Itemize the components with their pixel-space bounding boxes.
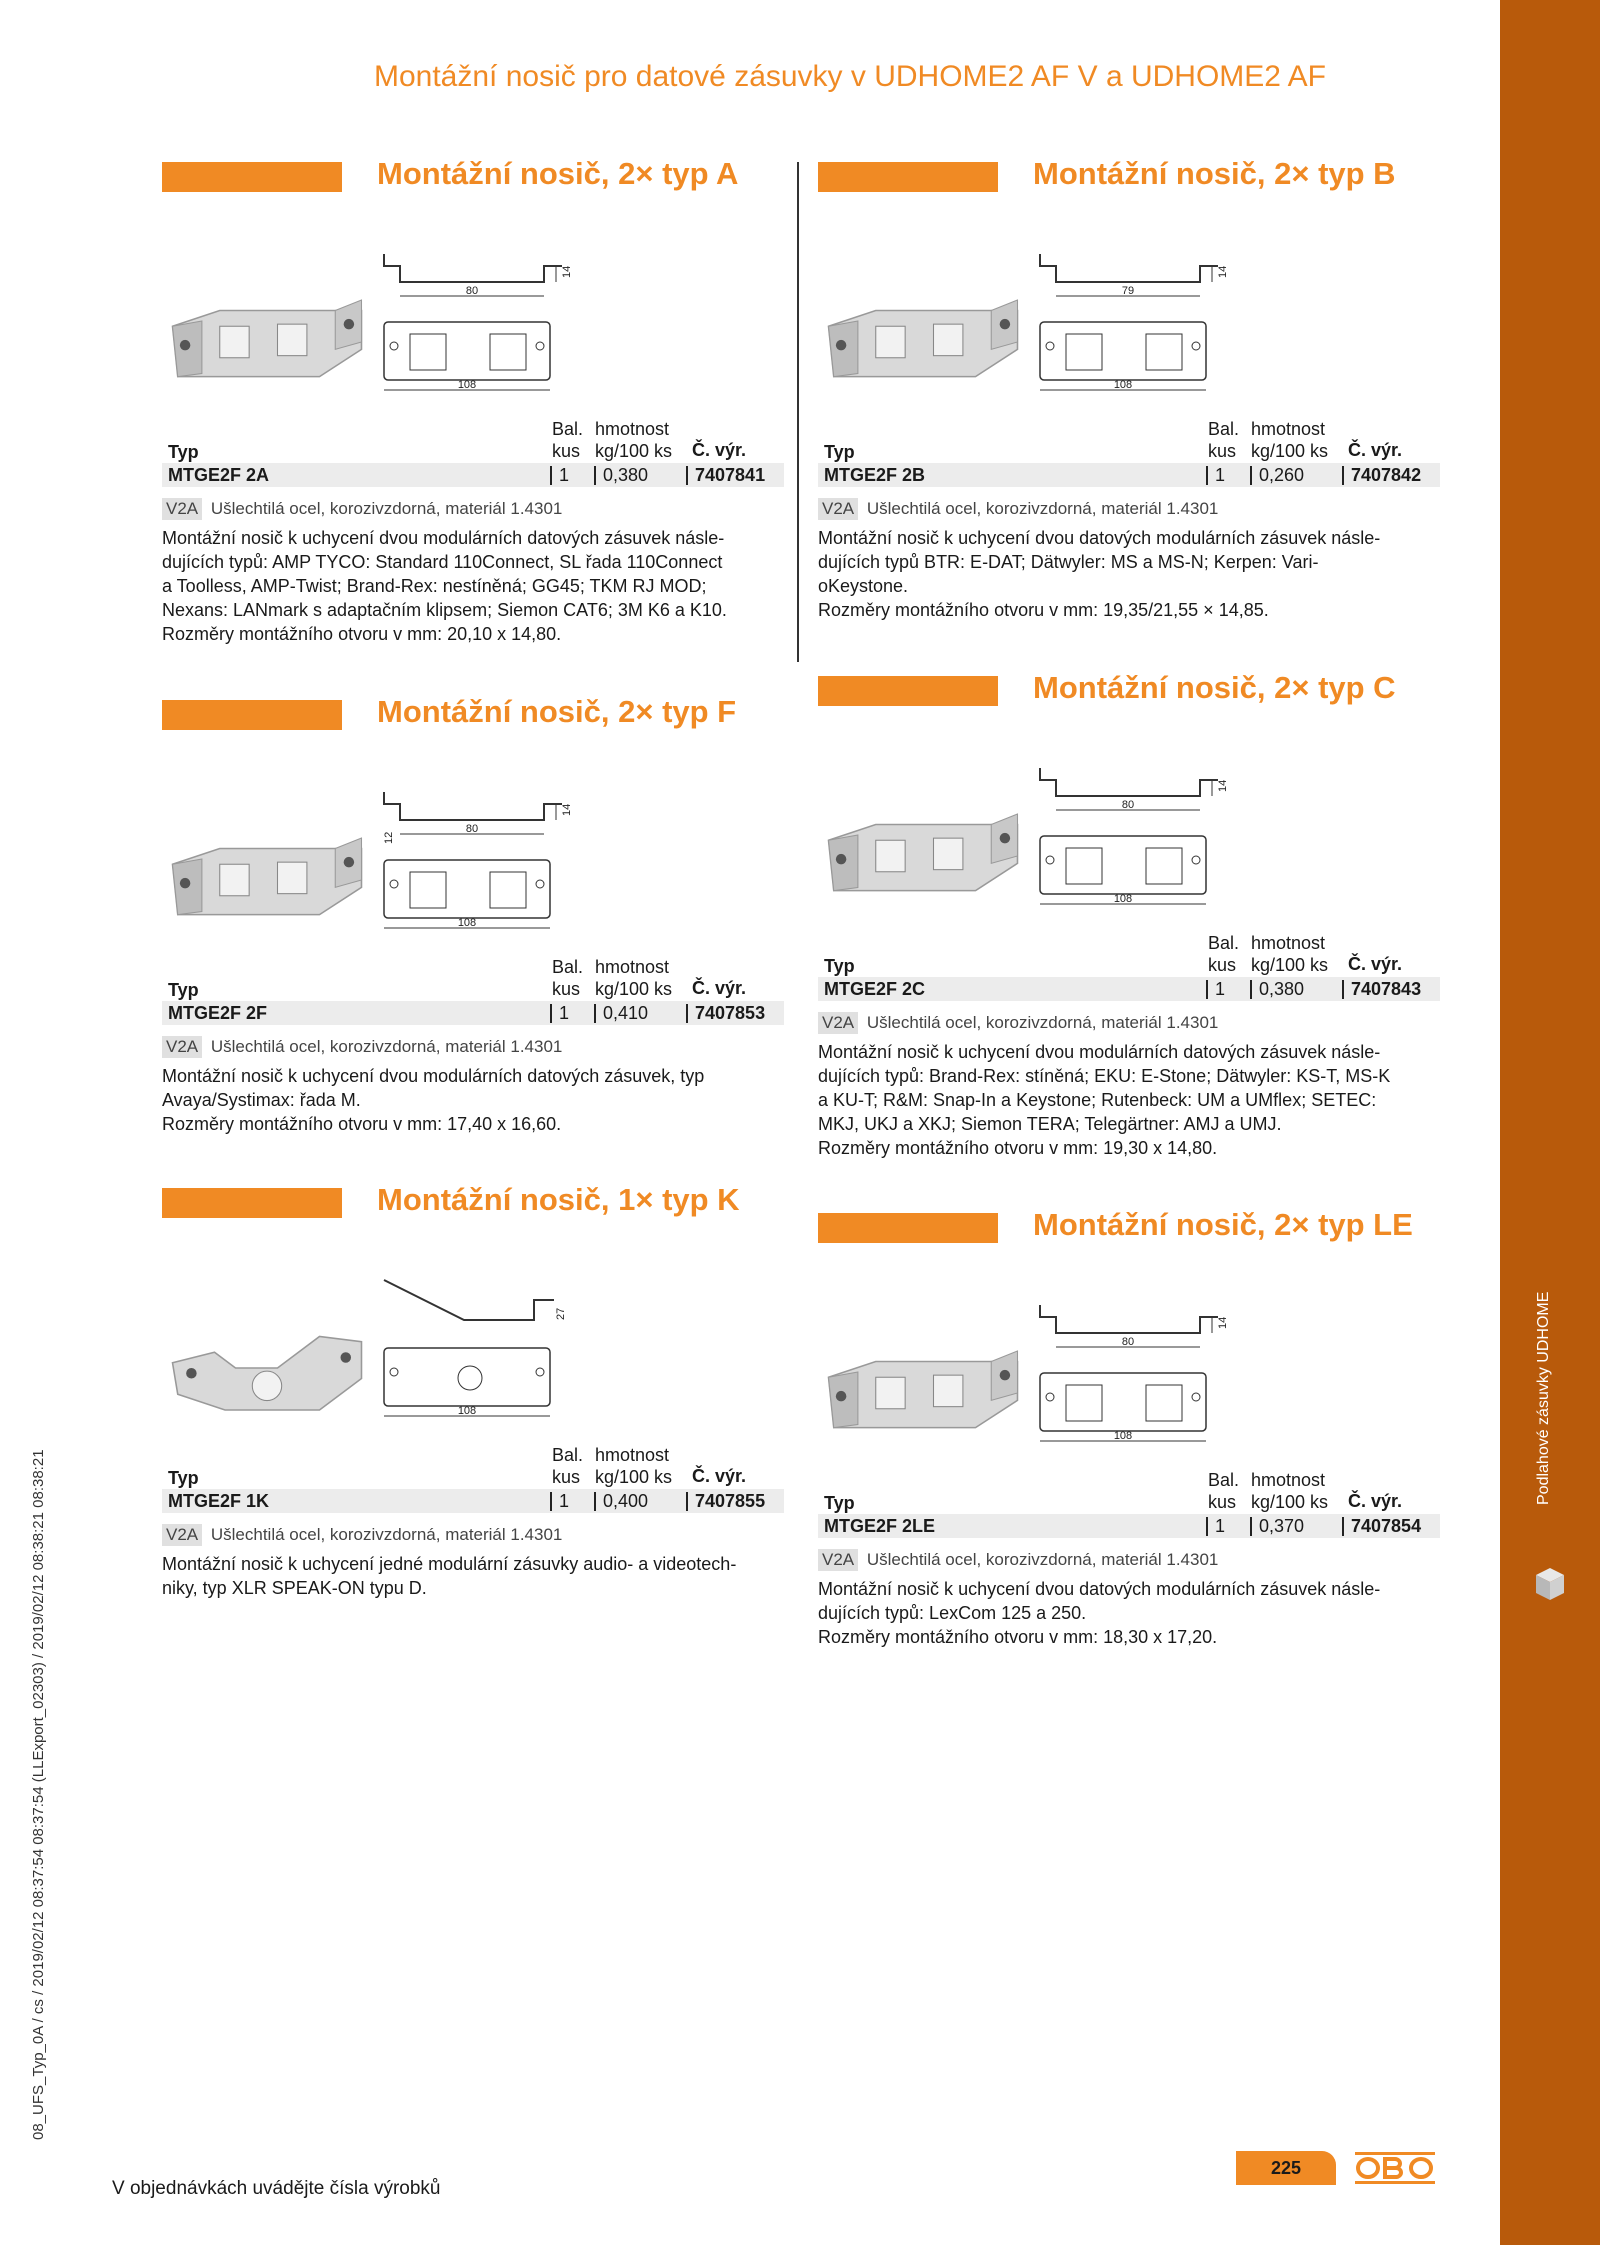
product-type: MTGE2F 2B — [824, 465, 926, 485]
header-hmotnost: hmotnost kg/100 ks — [1251, 933, 1329, 975]
technical-drawing — [382, 1278, 582, 1418]
svg-text:80: 80 — [1121, 1336, 1135, 1348]
material-text: Ušlechtilá ocel, korozivzdorná, materiál 1.4301 — [210, 499, 563, 518]
material-badge: V2A — [162, 1036, 202, 1058]
weight: 0,410 — [603, 1003, 649, 1023]
svg-text:80: 80 — [1121, 799, 1135, 811]
technical-drawing — [382, 790, 582, 930]
product-code: 7407855 — [695, 1491, 766, 1511]
material-line — [162, 1036, 562, 1058]
section-title: Montážní nosič, 2× typ LE — [1033, 1207, 1413, 1242]
material-badge: V2A — [162, 498, 202, 520]
product-type: MTGE2F 1K — [168, 1491, 270, 1511]
material-line — [818, 1012, 1218, 1034]
cube-icon — [1534, 1566, 1566, 1602]
description-line: dujících typů: LexCom 125 a 250. — [818, 1603, 1087, 1623]
qty: 1 — [1215, 979, 1226, 999]
description-line: dujících typů BTR: E-DAT; Dätwyler: MS a MS-N; Kerpen: Vari- — [818, 552, 1319, 572]
table-row — [818, 463, 1440, 487]
section-accent-bar — [818, 162, 998, 192]
obo-logo — [1355, 2150, 1435, 2186]
description — [162, 526, 802, 646]
product-code: 7407854 — [1351, 1516, 1422, 1536]
product-type: MTGE2F 2A — [168, 465, 270, 485]
svg-text:27: 27 — [555, 1307, 567, 1320]
table-row — [162, 463, 784, 487]
description-line: dujících typů: AMP TYCO: Standard 110Connect, SL řada 110Connect — [162, 552, 723, 572]
product-photo — [162, 282, 372, 402]
qty: 1 — [559, 465, 570, 485]
svg-text:14: 14 — [561, 803, 573, 816]
product-photo — [818, 282, 1028, 402]
svg-text:108: 108 — [457, 917, 477, 929]
section-title: Montážní nosič, 2× typ A — [377, 156, 739, 191]
description-line: dujících typů: Brand-Rex: stíněná; EKU: E-Stone; Dätwyler: KS-T, MS-K — [818, 1066, 1391, 1086]
header-bal: Bal. kus — [552, 957, 584, 999]
product-photo — [818, 1333, 1028, 1453]
page-number: 225 — [1236, 2151, 1336, 2185]
material-badge: V2A — [162, 1524, 202, 1546]
weight: 0,400 — [603, 1491, 649, 1511]
material-line — [162, 1524, 562, 1546]
product-code: 7407841 — [695, 465, 766, 485]
table-row — [162, 1001, 784, 1025]
svg-text:14: 14 — [1217, 779, 1229, 792]
material-badge: V2A — [818, 1549, 858, 1571]
description-line: Montážní nosič k uchycení dvou modulárních datových zásuvek násle- — [162, 528, 725, 548]
section-accent-bar — [818, 1213, 998, 1243]
table-row — [818, 1514, 1440, 1538]
header-hmotnost: hmotnost kg/100 ks — [1251, 1470, 1329, 1512]
description-line: Nexans: LANmark s adaptačním klipsem; Siemon CAT6; 3M K6 a K10. — [162, 600, 727, 620]
description-line: oKeystone. — [818, 576, 909, 596]
qty: 1 — [1215, 1516, 1226, 1536]
product-photo — [162, 1308, 372, 1428]
header-cvyr: Č. výr. — [692, 978, 747, 998]
product-type: MTGE2F 2F — [168, 1003, 268, 1023]
header-typ: Typ — [168, 1468, 199, 1488]
description-line: Montážní nosič k uchycení dvou modulárních datových zásuvek násle- — [818, 1042, 1381, 1062]
header-cvyr: Č. výr. — [1348, 1491, 1403, 1511]
side-label: Podlahové zásuvky UDHOME — [1535, 1291, 1552, 1505]
section-title: Montážní nosič, 2× typ F — [377, 694, 737, 729]
svg-text:79: 79 — [1121, 285, 1135, 297]
table-row — [162, 1489, 784, 1513]
technical-drawing — [1038, 766, 1238, 906]
document-info: 08_UFS_Typ_0A / cs / 2019/02/12 08:37:54 08:37:54 (LLExport_02303) / 2019/02/12 08:38:21 08:38:21 — [30, 1449, 47, 2140]
svg-text:108: 108 — [1113, 379, 1133, 391]
header-typ: Typ — [824, 956, 855, 976]
section-title: Montážní nosič, 1× typ K — [377, 1182, 740, 1217]
header-cvyr: Č. výr. — [1348, 954, 1403, 974]
description — [818, 526, 1458, 622]
material-badge: V2A — [818, 498, 858, 520]
description-line: niky, typ XLR SPEAK-ON typu D. — [162, 1578, 427, 1598]
description-line: Rozměry montážního otvoru v mm: 19,30 x 14,80. — [818, 1138, 1218, 1158]
section-title: Montážní nosič, 2× typ B — [1033, 156, 1396, 191]
header-hmotnost: hmotnost kg/100 ks — [595, 957, 673, 999]
description-line: Rozměry montážního otvoru v mm: 20,10 x 14,80. — [162, 624, 562, 644]
svg-text:14: 14 — [1217, 1316, 1229, 1329]
description — [162, 1552, 802, 1600]
header-cvyr: Č. výr. — [692, 1466, 747, 1486]
product-code: 7407853 — [695, 1003, 766, 1023]
product-type: MTGE2F 2LE — [824, 1516, 936, 1536]
description — [162, 1064, 802, 1136]
header-hmotnost: hmotnost kg/100 ks — [595, 1445, 673, 1487]
header-cvyr: Č. výr. — [1348, 440, 1403, 460]
product-type: MTGE2F 2C — [824, 979, 926, 999]
description-line: Rozměry montážního otvoru v mm: 18,30 x 17,20. — [818, 1627, 1218, 1647]
svg-text:108: 108 — [457, 379, 477, 391]
description-line: Avaya/Systimax: řada M. — [162, 1090, 361, 1110]
material-line — [818, 498, 1218, 520]
side-bar — [1500, 0, 1600, 2245]
svg-text:108: 108 — [1113, 1430, 1133, 1442]
qty: 1 — [559, 1003, 570, 1023]
technical-drawing — [1038, 1303, 1238, 1443]
header-cvyr: Č. výr. — [692, 440, 747, 460]
material-text: Ušlechtilá ocel, korozivzdorná, materiál 1.4301 — [210, 1037, 563, 1056]
weight: 0,260 — [1259, 465, 1305, 485]
header-typ: Typ — [168, 442, 199, 462]
header-bal: Bal. kus — [1208, 1470, 1240, 1512]
section-accent-bar — [162, 1188, 342, 1218]
header-typ: Typ — [824, 442, 855, 462]
header-hmotnost: hmotnost kg/100 ks — [1251, 419, 1329, 461]
section-accent-bar — [162, 162, 342, 192]
svg-text:14: 14 — [1217, 265, 1229, 278]
header-hmotnost: hmotnost kg/100 ks — [595, 419, 673, 461]
material-text: Ušlechtilá ocel, korozivzdorná, materiál 1.4301 — [866, 499, 1219, 518]
svg-text:80: 80 — [465, 285, 479, 297]
header-bal: Bal. kus — [1208, 933, 1240, 975]
product-code: 7407843 — [1351, 979, 1422, 999]
svg-text:14: 14 — [561, 265, 573, 278]
description — [818, 1040, 1458, 1160]
header-typ: Typ — [168, 980, 199, 1000]
material-badge: V2A — [818, 1012, 858, 1034]
description-line: Rozměry montážního otvoru v mm: 17,40 x 16,60. — [162, 1114, 562, 1134]
material-text: Ušlechtilá ocel, korozivzdorná, materiál 1.4301 — [866, 1550, 1219, 1569]
header-typ: Typ — [824, 1493, 855, 1513]
product-photo — [818, 796, 1028, 916]
technical-drawing — [1038, 252, 1238, 392]
svg-text:12: 12 — [383, 831, 395, 844]
description-line: MKJ, UKJ a XKJ; Siemon TERA; Telegärtner: AMJ a UMJ. — [818, 1114, 1282, 1134]
footer-note: V objednávkách uvádějte čísla výrobků — [112, 2178, 441, 2199]
description-line: Rozměry montážního otvoru v mm: 19,35/21,55 × 14,85. — [818, 600, 1269, 620]
description-line: Montážní nosič k uchycení dvou modulárních datových zásuvek, typ — [162, 1066, 705, 1086]
header-bal: Bal. kus — [1208, 419, 1240, 461]
material-text: Ušlechtilá ocel, korozivzdorná, materiál 1.4301 — [210, 1525, 563, 1544]
table-row — [818, 977, 1440, 1001]
technical-drawing — [382, 252, 582, 392]
section-title: Montážní nosič, 2× typ C — [1033, 670, 1396, 705]
product-code: 7407842 — [1351, 465, 1422, 485]
product-photo — [162, 820, 372, 940]
description — [818, 1577, 1458, 1649]
material-text: Ušlechtilá ocel, korozivzdorná, materiál 1.4301 — [866, 1013, 1219, 1032]
svg-text:80: 80 — [465, 823, 479, 835]
header-bal: Bal. kus — [552, 1445, 584, 1487]
svg-text:108: 108 — [457, 1405, 477, 1417]
header-bal: Bal. kus — [552, 419, 584, 461]
description-line: Montážní nosič k uchycení dvou datových modulárních zásuvek násle- — [818, 1579, 1381, 1599]
description-line: a Toolless, AMP-Twist; Brand-Rex: nestíněná; GG45; TKM RJ MOD; — [162, 576, 707, 596]
weight: 0,380 — [603, 465, 649, 485]
section-accent-bar — [162, 700, 342, 730]
description-line: Montážní nosič k uchycení dvou datových modulárních zásuvek násle- — [818, 528, 1381, 548]
description-line: Montážní nosič k uchycení jedné modulární zásuvky audio- a videotech- — [162, 1554, 737, 1574]
page-title: Montážní nosič pro datové zásuvky v UDHOME2 AF V a UDHOME2 AF — [373, 60, 1326, 93]
section-accent-bar — [818, 676, 998, 706]
svg-text:108: 108 — [1113, 893, 1133, 905]
material-line — [818, 1549, 1218, 1571]
weight: 0,370 — [1259, 1516, 1305, 1536]
qty: 1 — [1215, 465, 1226, 485]
description-line: a KU-T; R&M: Snap-In a Keystone; Rutenbeck: UM a UMflex; SETEC: — [818, 1090, 1377, 1110]
qty: 1 — [559, 1491, 570, 1511]
material-line — [162, 498, 562, 520]
weight: 0,380 — [1259, 979, 1305, 999]
